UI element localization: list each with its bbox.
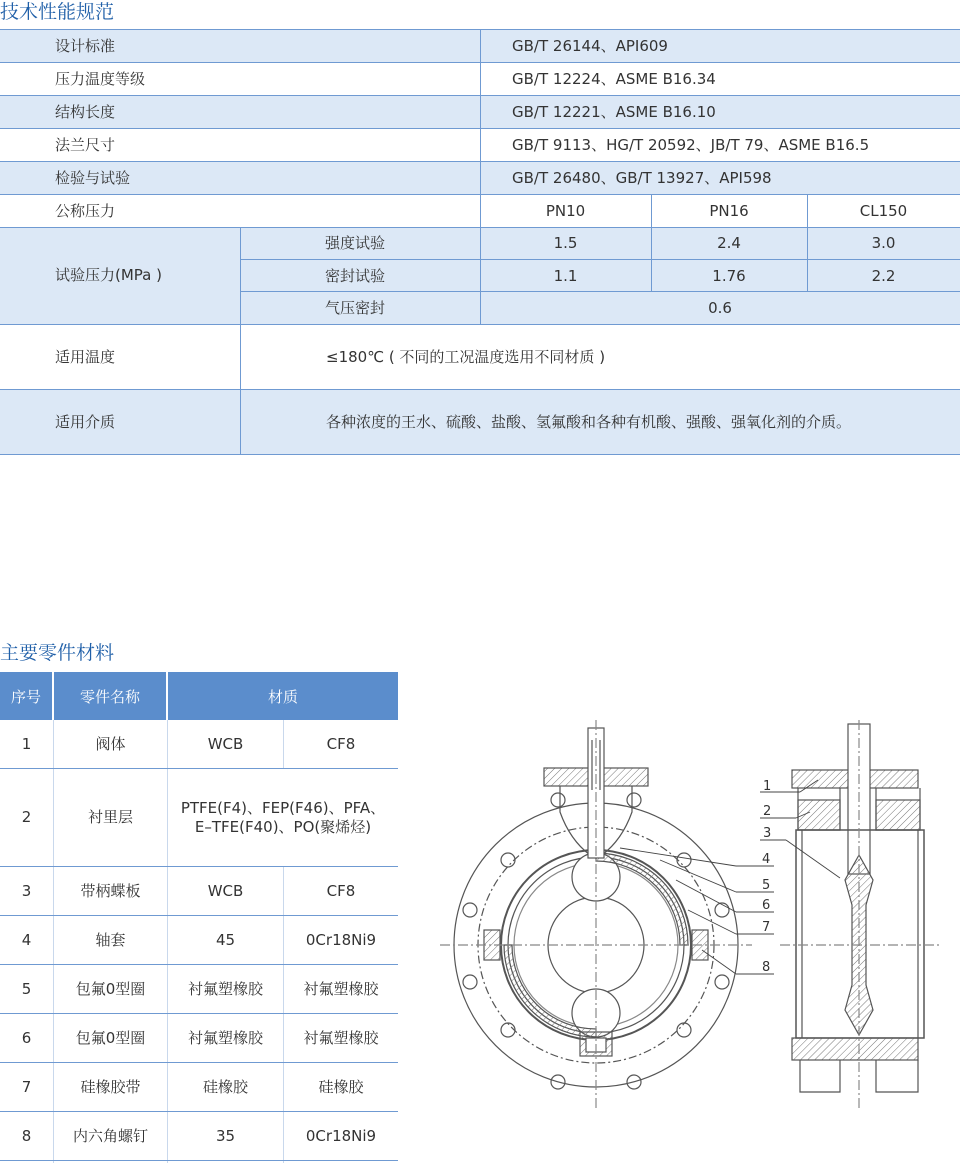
callout-label: 3 <box>763 826 772 841</box>
air-seal-label: 气压密封 <box>325 299 386 317</box>
part-material-1: WCB <box>207 734 244 753</box>
part-material-2: 衬氟塑橡胶 <box>303 979 379 998</box>
seal-test-label: 密封试验 <box>325 267 386 285</box>
header-no: 序号 <box>0 672 52 720</box>
spec-label: 压力温度等级 <box>55 70 146 88</box>
part-no: 6 <box>21 1028 32 1047</box>
test-pressure-label: 试验压力(MPa ) <box>55 266 162 284</box>
spec-value: GB/T 12221、ASME B16.10 <box>512 103 716 121</box>
part-no: 3 <box>21 881 32 900</box>
header-name: 零件名称 <box>54 672 166 720</box>
callout-label: 2 <box>763 804 772 819</box>
callout-label: 6 <box>762 898 771 913</box>
spec-value: GB/T 9113、HG/T 20592、JB/T 79、ASME B16.5 <box>512 136 870 154</box>
spec-value: GB/T 26144、API609 <box>512 37 668 55</box>
merged-material-line: PTFE(F4)、FEP(F46)、PFA、 <box>180 798 386 817</box>
nominal-col: CL150 <box>859 202 908 220</box>
part-name: 包氟0型圈 <box>75 1028 146 1047</box>
part-no: 8 <box>21 1126 32 1145</box>
part-material-1: 硅橡胶 <box>202 1077 248 1096</box>
callout-label: 8 <box>762 960 771 975</box>
part-no: 2 <box>21 808 32 826</box>
part-name: 阀体 <box>95 734 126 753</box>
part-material-2: 0Cr18Ni9 <box>305 930 377 949</box>
strength-test-label: 强度试验 <box>325 234 386 252</box>
spec-label: 设计标准 <box>55 37 116 55</box>
merged-material-line: E–TFE(F40)、PO(聚烯烃) <box>194 817 372 836</box>
part-material-2: 硅橡胶 <box>318 1077 364 1096</box>
part-name: 硅橡胶带 <box>80 1077 141 1096</box>
part-material-2: CF8 <box>326 881 356 900</box>
part-no: 1 <box>21 734 32 753</box>
medium-label: 适用介质 <box>55 413 116 431</box>
strength-value: 2.4 <box>717 234 741 252</box>
part-name: 包氟0型圈 <box>75 979 146 998</box>
callout-label: 1 <box>763 779 772 794</box>
spec-value: GB/T 12224、ASME B16.34 <box>512 70 716 88</box>
spec-table <box>0 29 960 455</box>
strength-value: 1.5 <box>553 234 578 252</box>
parts-table <box>0 672 398 1163</box>
header-material: 材质 <box>168 672 398 720</box>
callout-label: 4 <box>762 852 771 867</box>
part-material-2: 衬氟塑橡胶 <box>303 1028 379 1047</box>
temperature-value: ≤180℃ ( 不同的工况温度选用不同材质 ) <box>326 348 606 366</box>
front-view <box>440 720 752 1110</box>
part-name: 内六角螺钉 <box>72 1126 148 1145</box>
part-name: 衬里层 <box>87 808 133 826</box>
part-material-2: 0Cr18Ni9 <box>305 1126 377 1145</box>
part-name: 带柄蝶板 <box>80 881 141 900</box>
part-no: 5 <box>21 979 32 998</box>
spec-label: 结构长度 <box>55 103 116 121</box>
seal-value: 1.1 <box>553 267 578 285</box>
temperature-label: 适用温度 <box>55 348 116 366</box>
part-material-1: 45 <box>215 930 236 949</box>
part-material-2: CF8 <box>326 734 356 753</box>
part-material-1: WCB <box>207 881 244 900</box>
strength-value: 3.0 <box>871 234 896 252</box>
spec-value: GB/T 26480、GB/T 13927、API598 <box>512 169 772 187</box>
callout-label: 7 <box>762 920 771 935</box>
part-name: 轴套 <box>95 930 126 949</box>
medium-value: 各种浓度的王水、硫酸、盐酸、氢氟酸和各种有机酸、强酸、强氧化剂的介质。 <box>326 413 852 431</box>
nominal-col: PN10 <box>545 202 586 220</box>
part-no: 7 <box>21 1077 32 1096</box>
side-view <box>780 720 940 1110</box>
nominal-label: 公称压力 <box>55 202 116 220</box>
seal-value: 2.2 <box>871 267 896 285</box>
air-seal-value: 0.6 <box>708 299 732 317</box>
spec-label: 法兰尺寸 <box>55 136 116 154</box>
parts-section-title: 主要零件材料 <box>0 642 115 664</box>
part-material-merged <box>168 769 398 866</box>
nominal-col: PN16 <box>709 202 749 220</box>
spec-section-title: 技术性能规范 <box>0 1 115 23</box>
part-material-1: 衬氟塑橡胶 <box>187 1028 263 1047</box>
callout-label: 5 <box>762 878 771 893</box>
seal-value: 1.76 <box>712 267 746 285</box>
part-material-1: 35 <box>215 1126 236 1145</box>
valve-drawing <box>440 720 950 1120</box>
part-no: 4 <box>21 930 32 949</box>
part-material-1: 衬氟塑橡胶 <box>187 979 263 998</box>
spec-label: 检验与试验 <box>55 169 131 187</box>
